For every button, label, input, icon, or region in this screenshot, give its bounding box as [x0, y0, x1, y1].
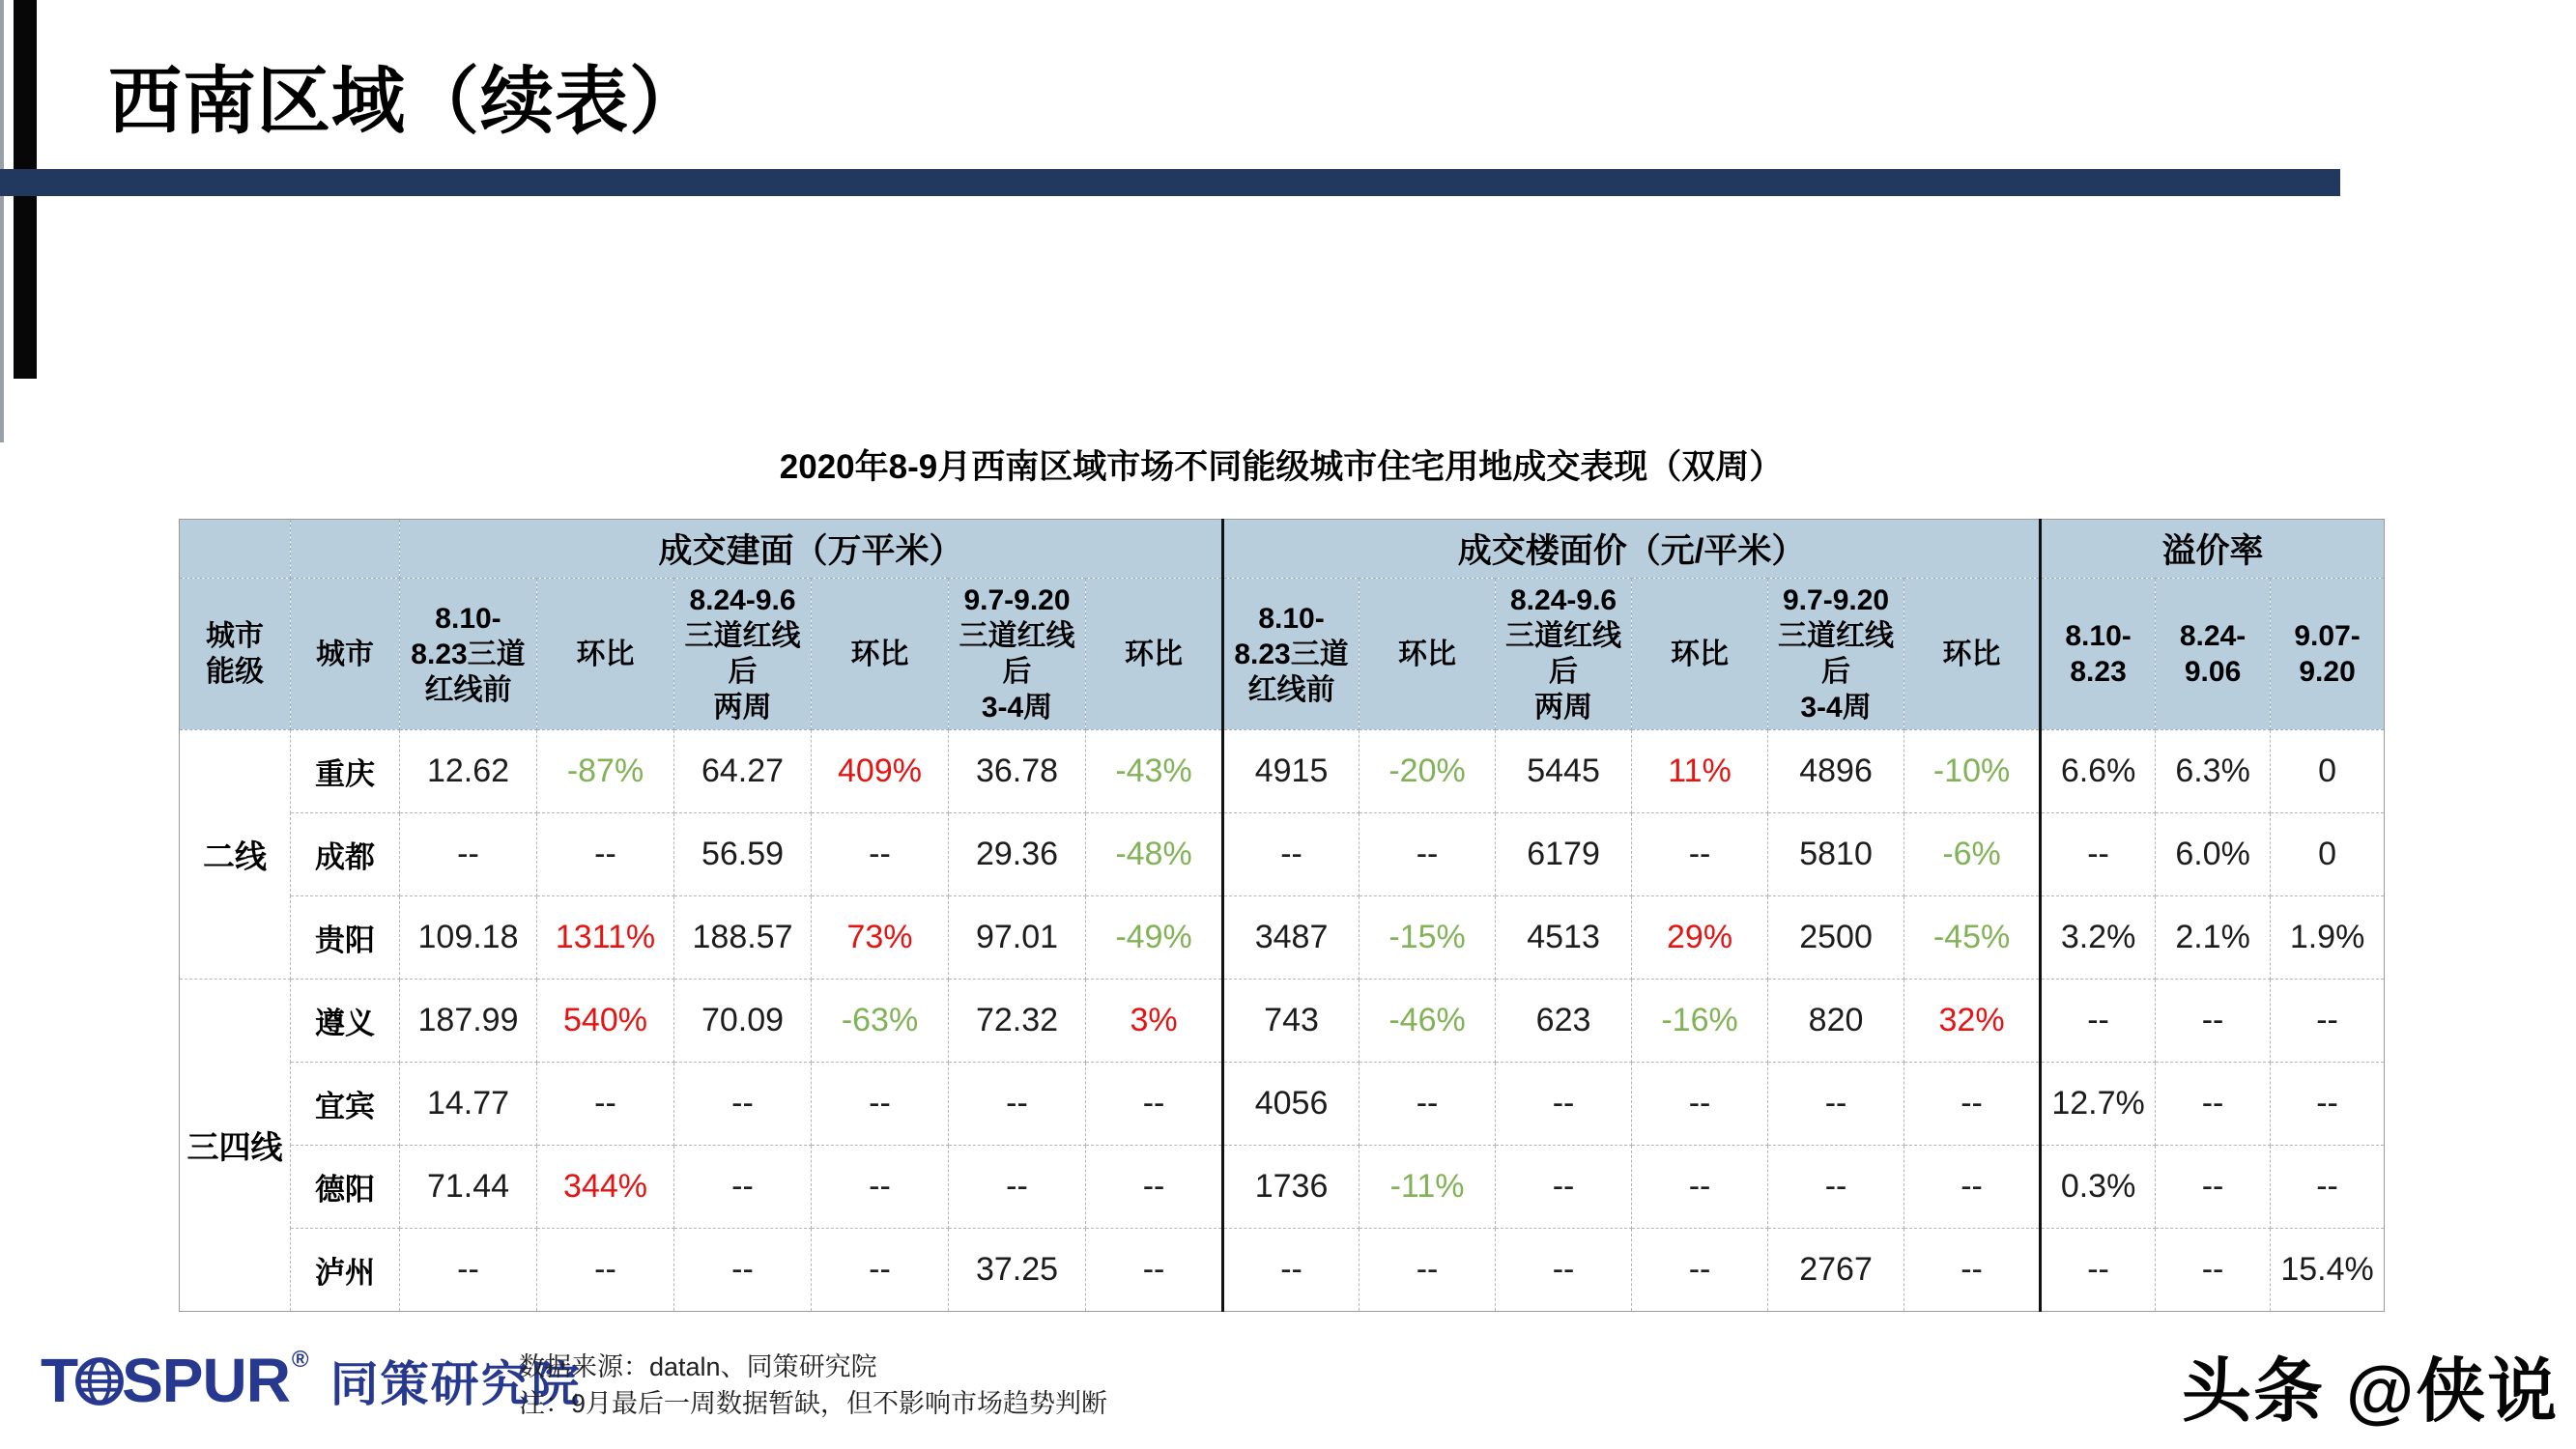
data-cell: -20% — [1360, 730, 1496, 813]
city-cell-成都: 成都 — [291, 813, 400, 896]
logo-letter-t: T — [41, 1346, 78, 1415]
tier-header-cell: 城市 能级 — [180, 579, 291, 730]
city-cell-德阳: 德阳 — [291, 1146, 400, 1229]
data-cell: 12.7% — [2041, 1063, 2156, 1146]
data-cell: 0 — [2271, 813, 2385, 896]
data-cell: -- — [1086, 1229, 1223, 1312]
data-cell: -16% — [1632, 980, 1768, 1063]
table-row-遵义 — [180, 980, 2385, 1063]
data-cell: 820 — [1768, 980, 1904, 1063]
data-cell: 32% — [1904, 980, 2041, 1063]
data-cell: -63% — [812, 980, 949, 1063]
data-cell: -10% — [1904, 730, 2041, 813]
data-cell: -- — [2156, 1063, 2271, 1146]
data-cell: 6.3% — [2156, 730, 2271, 813]
data-cell: -- — [1632, 1229, 1768, 1312]
data-cell: 6.6% — [2041, 730, 2156, 813]
table-wrap — [179, 519, 2385, 1312]
data-cell: -46% — [1360, 980, 1496, 1063]
data-cell: 5810 — [1768, 813, 1904, 896]
data-cell: 409% — [812, 730, 949, 813]
data-cell: -- — [537, 1229, 674, 1312]
data-cell: -- — [2156, 980, 2271, 1063]
data-cell: -- — [812, 1063, 949, 1146]
sub-header-cell: 8.10- 8.23三道 红线前 — [1223, 579, 1360, 730]
city-cell-泸州: 泸州 — [291, 1229, 400, 1312]
logo-cn-name: 同策研究院 — [329, 1357, 582, 1411]
data-cell: 73% — [812, 896, 949, 980]
page-title: 西南区域（续表） — [108, 61, 703, 143]
data-cell: 14.77 — [400, 1063, 537, 1146]
city-cell-贵阳: 贵阳 — [291, 896, 400, 980]
data-cell: 6.0% — [2156, 813, 2271, 896]
sub-header-cell: 9.7-9.20 三道红线后 3-4周 — [1768, 579, 1904, 730]
data-cell: 72.32 — [949, 980, 1086, 1063]
title-underline-bar — [0, 169, 2340, 196]
data-cell: 623 — [1496, 980, 1632, 1063]
data-cell: -- — [1904, 1146, 2041, 1229]
sub-header-cell: 环比 — [1360, 579, 1496, 730]
data-cell: 29% — [1632, 896, 1768, 980]
data-cell: -- — [537, 1063, 674, 1146]
data-cell: -- — [1223, 1229, 1360, 1312]
data-cell: -- — [1496, 1146, 1632, 1229]
data-cell: -- — [2271, 980, 2385, 1063]
sub-header-cell: 9.07- 9.20 — [2271, 579, 2385, 730]
data-cell: 3487 — [1223, 896, 1360, 980]
data-cell: -- — [949, 1146, 1086, 1229]
sub-header-cell: 8.24- 9.06 — [2156, 579, 2271, 730]
data-cell: -- — [2041, 1229, 2156, 1312]
data-cell: 29.36 — [949, 813, 1086, 896]
city-top-cell — [291, 520, 400, 579]
data-cell: 109.18 — [400, 896, 537, 980]
data-cell: 4513 — [1496, 896, 1632, 980]
tier-cell-二线: 二线 — [180, 730, 291, 980]
remark-note: 注：9月最后一周数据暂缺，但不影响市场趋势判断 — [519, 1389, 1108, 1418]
data-cell: -- — [1223, 813, 1360, 896]
data-cell: -- — [1496, 1229, 1632, 1312]
data-cell: -- — [949, 1063, 1086, 1146]
data-cell: -- — [812, 1146, 949, 1229]
data-cell: -- — [1904, 1229, 2041, 1312]
data-cell: 1736 — [1223, 1146, 1360, 1229]
tier-cell-三四线: 三四线 — [180, 980, 291, 1312]
section-title-0: 成交建面（万平米） — [400, 520, 1223, 579]
data-cell: -15% — [1360, 896, 1496, 980]
data-cell: -- — [2156, 1229, 2271, 1312]
data-cell: 37.25 — [949, 1229, 1086, 1312]
data-cell: -- — [674, 1146, 812, 1229]
sub-header-cell: 9.7-9.20 三道红线后 3-4周 — [949, 579, 1086, 730]
data-cell: -11% — [1360, 1146, 1496, 1229]
data-cell: -- — [2041, 980, 2156, 1063]
data-cell: 36.78 — [949, 730, 1086, 813]
header-group-row — [180, 520, 2385, 579]
data-cell: -- — [1496, 1063, 1632, 1146]
data-cell: -- — [2156, 1146, 2271, 1229]
sub-header-cell: 环比 — [1632, 579, 1768, 730]
data-cell: 2767 — [1768, 1229, 1904, 1312]
sub-header-cell: 8.24-9.6 三道红线后 两周 — [1496, 579, 1632, 730]
data-cell: 2.1% — [2156, 896, 2271, 980]
data-cell: -- — [2271, 1146, 2385, 1229]
table-row-成都 — [180, 813, 2385, 896]
data-cell: 4896 — [1768, 730, 1904, 813]
sub-header-cell: 环比 — [1086, 579, 1223, 730]
data-cell: -- — [1632, 1063, 1768, 1146]
sub-header-cell: 环比 — [812, 579, 949, 730]
data-cell: -6% — [1904, 813, 2041, 896]
data-cell: 540% — [537, 980, 674, 1063]
section-title-2: 溢价率 — [2041, 520, 2385, 579]
city-cell-宜宾: 宜宾 — [291, 1063, 400, 1146]
data-cell: -- — [1768, 1146, 1904, 1229]
section-title-1: 成交楼面价（元/平米） — [1223, 520, 2041, 579]
data-cell: 15.4% — [2271, 1229, 2385, 1312]
table-row-重庆 — [180, 730, 2385, 813]
data-cell: 56.59 — [674, 813, 812, 896]
data-cell: 97.01 — [949, 896, 1086, 980]
data-cell: -- — [1632, 1146, 1768, 1229]
data-cell: -- — [674, 1063, 812, 1146]
left-edge-line — [0, 0, 4, 442]
data-cell: -- — [812, 813, 949, 896]
data-cell: -- — [1768, 1063, 1904, 1146]
data-cell: -- — [537, 813, 674, 896]
sub-header-cell: 环比 — [1904, 579, 2041, 730]
data-cell: 12.62 — [400, 730, 537, 813]
data-cell: -- — [812, 1229, 949, 1312]
table-title: 2020年8-9月西南区域市场不同能级城市住宅用地成交表现（双周） — [779, 448, 1784, 486]
sub-header-cell: 8.24-9.6 三道红线后 两周 — [674, 579, 812, 730]
data-cell: -- — [1360, 1063, 1496, 1146]
data-cell: 4056 — [1223, 1063, 1360, 1146]
data-cell: -- — [1086, 1063, 1223, 1146]
city-cell-重庆: 重庆 — [291, 730, 400, 813]
watermark: 头条 @侠说 — [2182, 1353, 2560, 1431]
table-row-德阳 — [180, 1146, 2385, 1229]
data-cell: -- — [1360, 813, 1496, 896]
data-cell: 743 — [1223, 980, 1360, 1063]
city-cell-遵义: 遵义 — [291, 980, 400, 1063]
data-cell: -- — [1632, 813, 1768, 896]
data-cell: 70.09 — [674, 980, 812, 1063]
data-cell: -48% — [1086, 813, 1223, 896]
corner-top-cell — [180, 520, 291, 579]
data-cell: 1.9% — [2271, 896, 2385, 980]
data-cell: 187.99 — [400, 980, 537, 1063]
header-sub-row — [180, 579, 2385, 730]
data-cell: 1311% — [537, 896, 674, 980]
data-cell: 2500 — [1768, 896, 1904, 980]
globe-icon — [74, 1356, 125, 1411]
table-row-贵阳 — [180, 896, 2385, 980]
data-cell: 0 — [2271, 730, 2385, 813]
data-cell: 11% — [1632, 730, 1768, 813]
sub-header-cell: 8.10- 8.23三道 红线前 — [400, 579, 537, 730]
city-header-cell: 城市 — [291, 579, 400, 730]
data-cell: -- — [1360, 1229, 1496, 1312]
data-cell: 5445 — [1496, 730, 1632, 813]
data-cell: 71.44 — [400, 1146, 537, 1229]
data-cell: -45% — [1904, 896, 2041, 980]
footer-notes — [519, 1349, 1107, 1422]
table-row-宜宾 — [180, 1063, 2385, 1146]
footer-logo — [41, 1345, 582, 1416]
sub-header-cell: 环比 — [537, 579, 674, 730]
data-cell: -- — [2271, 1063, 2385, 1146]
data-cell: 3.2% — [2041, 896, 2156, 980]
registered-mark-icon: ® — [291, 1347, 309, 1373]
data-cell: -87% — [537, 730, 674, 813]
data-cell: -- — [2041, 813, 2156, 896]
data-cell: 344% — [537, 1146, 674, 1229]
data-cell: -- — [1086, 1146, 1223, 1229]
table-row-泸州 — [180, 1229, 2385, 1312]
data-cell: 188.57 — [674, 896, 812, 980]
data-cell: -- — [400, 1229, 537, 1312]
data-cell: -- — [1904, 1063, 2041, 1146]
data-cell: 0.3% — [2041, 1146, 2156, 1229]
data-cell: -- — [400, 813, 537, 896]
data-cell: 64.27 — [674, 730, 812, 813]
data-cell: 6179 — [1496, 813, 1632, 896]
data-cell: 3% — [1086, 980, 1223, 1063]
data-source-note: 数据来源：dataln、同策研究院 — [519, 1352, 877, 1381]
data-cell: 4915 — [1223, 730, 1360, 813]
data-cell: -49% — [1086, 896, 1223, 980]
data-table — [179, 519, 2385, 1312]
data-cell: -- — [674, 1229, 812, 1312]
sub-header-cell: 8.10- 8.23 — [2041, 579, 2156, 730]
data-cell: -43% — [1086, 730, 1223, 813]
logo-letters-spur: SPUR — [122, 1346, 290, 1415]
